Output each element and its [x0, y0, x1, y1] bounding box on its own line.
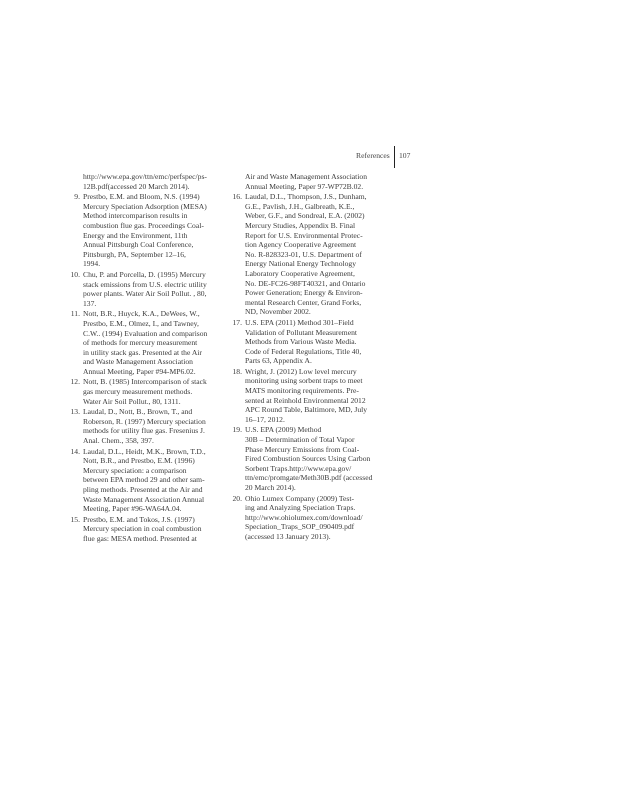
reference-number: 13.: [70, 407, 80, 417]
reference-line: Waste Management Association Annual: [83, 494, 205, 504]
reference-text: [83, 515, 228, 544]
reference-line: 1994.: [83, 259, 101, 269]
reference-line: Wright, J. (2012) Low level mercury: [245, 366, 357, 376]
reference-line: Nott, B. (1985) Intercomparison of stack: [83, 377, 207, 387]
reference-number: 19.: [232, 425, 242, 435]
reference-line: 20 March 2014).: [245, 483, 296, 492]
reference-line: Anal. Chem., 358, 397.: [83, 436, 154, 446]
reference-entry: [68, 447, 228, 514]
reference-line: U.S. EPA (2011) Method 301–Field: [245, 317, 354, 327]
reference-number: 9.: [74, 192, 80, 202]
reference-line: (accessed 13 January 2013).: [245, 531, 331, 541]
reference-number: [230, 172, 245, 191]
reference-line: monitoring using sorbent traps to meet: [245, 376, 363, 386]
reference-entry: [68, 270, 228, 308]
reference-text: [83, 309, 228, 376]
reference-line: No. R-828323-01, U.S. Department of: [245, 249, 362, 259]
reference-text: [83, 172, 228, 191]
reference-line: Meeting, Paper #96-WA64A.04.: [83, 504, 182, 514]
reference-entry: [230, 425, 390, 492]
reference-line: Pittsburgh, PA, September 12–16,: [83, 249, 186, 259]
reference-text: [245, 367, 390, 425]
reference-line: stack emissions from U.S. electric utility: [83, 279, 207, 289]
reference-entry: [230, 172, 390, 191]
reference-text: [83, 447, 228, 514]
reference-number: 10.: [70, 269, 80, 279]
reference-line: No. DE-FC26-98FT40321, and Ontario: [245, 278, 366, 288]
reference-line: Mercury Speciation Adsorption (MESA): [83, 201, 207, 211]
reference-text: [83, 377, 228, 406]
reference-line: mental Research Center, Grand Forks,: [245, 297, 362, 307]
reference-entry: [230, 494, 390, 542]
reference-line: Laudal, D.L., Heidt, M.K., Brown, T.D.,: [83, 446, 206, 456]
reference-line: Mercury speciation: a comparison: [83, 465, 187, 475]
reference-text: [245, 494, 390, 542]
reference-entry: [230, 367, 390, 425]
reference-line: Weber, G.F., and Sondreal, E.A. (2002): [245, 211, 365, 221]
header-divider: [394, 146, 395, 168]
reference-text: [245, 172, 390, 191]
reference-line: methods for utility flue gas. Fresenius J.: [83, 426, 205, 436]
reference-line: C.W.. (1994) Evaluation and comparison: [83, 328, 208, 338]
reference-entry: [68, 309, 228, 376]
reference-line: power plants. Water Air Soil Pollut. , 80,: [83, 289, 207, 299]
reference-line: 16–17, 2012.: [245, 414, 285, 424]
reference-number: 18.: [232, 366, 242, 376]
reference-entry: [68, 172, 228, 191]
reference-line: Sorbent Traps.http://www.epa.gov/: [245, 463, 352, 473]
reference-column-right: [230, 172, 390, 543]
reference-line: Annual Pittsburgh Coal Conference,: [83, 240, 194, 250]
reference-line: Parts 63, Appendix A.: [245, 356, 312, 366]
reference-line: Methods from Various Waste Media.: [245, 337, 357, 347]
reference-entry: [68, 515, 228, 544]
reference-line: Code of Federal Regulations, Title 40,: [245, 346, 362, 356]
reference-line: gas mercury measurement methods.: [83, 387, 193, 397]
reference-entry: [230, 192, 390, 317]
reference-entry: [68, 192, 228, 269]
reference-line: and Waste Management Association: [83, 357, 193, 367]
reference-entry: [230, 318, 390, 366]
reference-line: Chu, P. and Porcella, D. (1995) Mercury: [83, 269, 206, 279]
reference-line: Prestbo, E.M. and Tokos, J.S. (1997): [83, 514, 195, 524]
reference-text: [83, 270, 228, 308]
reference-line: Fired Combustion Sources Using Carbon: [245, 454, 371, 464]
reference-line: G.E., Pavlish, J.H., Galbreath, K.E.,: [245, 201, 355, 211]
reference-line: Mercury speciation in coal combustion: [83, 524, 202, 534]
reference-line: Laudal, D.L., Thompson, J.S., Dunham,: [245, 192, 367, 202]
reference-line: between EPA method 29 and other sam-: [83, 475, 205, 485]
reference-line: Energy and the Environment, 11th: [83, 230, 188, 240]
reference-number: 14.: [70, 446, 80, 456]
reference-line: Nott, B.R., Huyck, K.A., DeWees, W.,: [83, 309, 200, 319]
reference-number: 16.: [232, 192, 242, 202]
reference-line: Prestbo, E.M., Olmez, I., and Tawney,: [83, 318, 199, 328]
reference-line: http://www.epa.gov/ttn/emc/perfspec/ps-: [83, 172, 207, 181]
reference-line: Annual Meeting, Paper 97-WP72B.02.: [245, 181, 364, 191]
reference-line: Air and Waste Management Association: [245, 172, 367, 181]
reference-column-left: [68, 172, 228, 545]
reference-line: Prestbo, E.M. and Bloom, N.S. (1994): [83, 192, 200, 202]
reference-line: Laudal, D., Nott, B., Brown, T., and: [83, 407, 193, 417]
reference-line: tion Agency Cooperative Agreement: [245, 240, 357, 250]
reference-line: Report for U.S. Environmental Protec-: [245, 230, 363, 240]
page-number: 107: [399, 151, 411, 160]
reference-line: Water Air Soil Pollut., 80, 1311.: [83, 396, 181, 406]
reference-line: 12B.pdf(accessed 20 March 2014).: [83, 181, 190, 191]
reference-line: Laboratory Cooperative Agreement,: [245, 268, 355, 278]
reference-entry: [68, 377, 228, 406]
reference-line: Mercury Studies, Appendix B. Final: [245, 220, 356, 230]
reference-number: 20.: [232, 493, 242, 503]
reference-text: [83, 407, 228, 445]
reference-line: ND, November 2002.: [245, 307, 311, 317]
reference-line: Ohio Lumex Company (2009) Test-: [245, 493, 355, 503]
reference-number: 15.: [70, 514, 80, 524]
reference-line: Nott, B.R., and Prestbo, E.M. (1996): [83, 456, 195, 466]
reference-number: 11.: [70, 309, 80, 319]
running-head: References: [356, 151, 390, 160]
reference-entry: [68, 407, 228, 445]
reference-text: [83, 192, 228, 269]
reference-text: [245, 192, 390, 317]
reference-number: [68, 172, 83, 191]
reference-line: sented at Reinhold Environmental 2012: [245, 395, 366, 405]
reference-text: [245, 425, 390, 492]
reference-line: http://www.ohiolumex.com/download/: [245, 512, 363, 522]
reference-line: pling methods. Presented at the Air and: [83, 485, 203, 494]
reference-line: Validation of Pollutant Measurement: [245, 327, 357, 337]
reference-line: 30B – Determination of Total Vapor: [245, 435, 355, 445]
reference-number: 12.: [70, 377, 80, 387]
reference-line: ttn/emc/promgate/Meth30B.pdf (accessed: [245, 473, 373, 483]
reference-line: 137.: [83, 298, 97, 308]
reference-line: APC Round Table, Baltimore, MD, July: [245, 405, 368, 415]
reference-line: Speciation_Traps_SOP_090409.pdf: [245, 522, 355, 532]
reference-line: flue gas: MESA method. Presented at: [83, 533, 197, 543]
reference-line: ing and Analyzing Speciation Traps.: [245, 503, 356, 513]
reference-line: combustion flue gas. Proceedings Coal-: [83, 220, 204, 230]
reference-line: of methods for mercury measurement: [83, 338, 198, 348]
reference-line: Roberson, R. (1997) Mercury speciation: [83, 416, 206, 426]
reference-line: Energy National Energy Technology: [245, 259, 357, 269]
reference-line: U.S. EPA (2009) Method: [245, 425, 322, 435]
reference-line: MATS monitoring requirements. Pre-: [245, 386, 359, 396]
reference-line: Phase Mercury Emissions from Coal-: [245, 444, 360, 454]
reference-number: 17.: [232, 317, 242, 327]
reference-text: [245, 318, 390, 366]
reference-line: in utility stack gas. Presented at the Air: [83, 347, 202, 357]
reference-line: Annual Meeting, Paper #94-MP6.02.: [83, 366, 196, 376]
reference-line: Power Generation; Energy & Environ-: [245, 288, 363, 298]
reference-line: Method intercomparison results in: [83, 211, 188, 221]
